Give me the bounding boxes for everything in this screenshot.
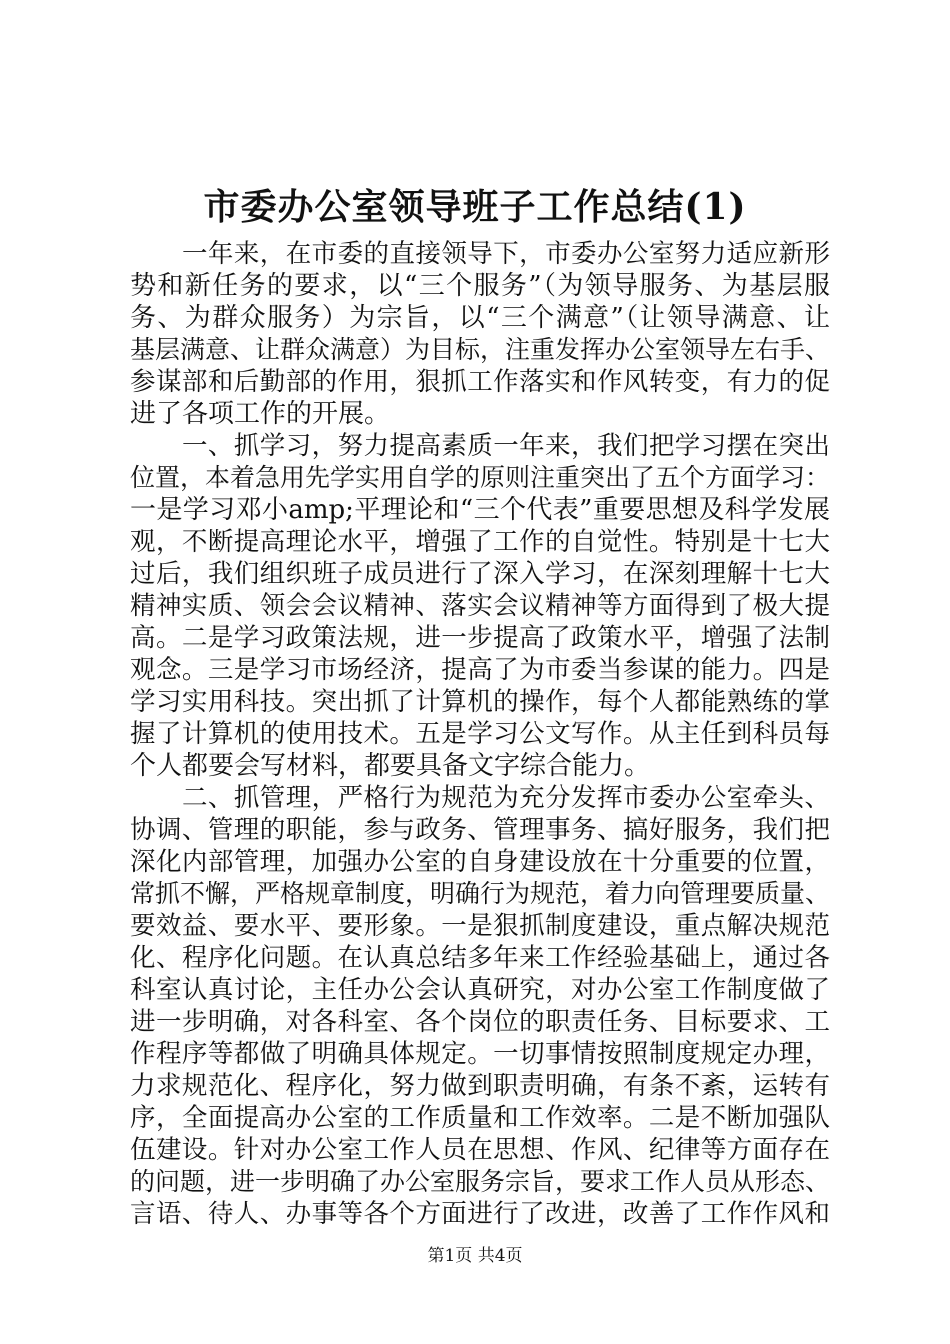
text-line: 进了各项工作的开展。 (130, 399, 391, 429)
page-footer: 第1页 共4页 (427, 1246, 523, 1266)
document-body (130, 238, 830, 1230)
text-line: 个人都要会写材料，都要具备文字综合能力。 (130, 751, 651, 781)
text-line: 序，全面提高办公室的工作质量和工作效率。二是不断加强队 (130, 1103, 830, 1133)
text-line: 科室认真讨论，主任办公会认真研究，对办公室工作制度做了 (130, 975, 830, 1005)
text-line: 过后，我们组织班子成员进行了深入学习，在深刻理解十七大 (130, 559, 830, 589)
text-line: 务、为群众服务）为宗旨，以“三个满意”（让领导满意、让 (130, 303, 830, 333)
text-line: 一年来，在市委的直接领导下，市委办公室努力适应新形 (182, 239, 830, 269)
text-line: 协调、管理的职能，参与政务、管理事务、搞好服务，我们把 (130, 815, 830, 845)
text-line: 言语、待人、办事等各个方面进行了改进，改善了工作作风和 (130, 1199, 830, 1229)
text-line: 参谋部和后勤部的作用，狠抓工作落实和作风转变，有力的促 (130, 367, 830, 397)
text-line: 学习实用科技。突出抓了计算机的操作，每个人都能熟练的掌 (130, 687, 830, 717)
text-line: 观，不断提高理论水平，增强了工作的自觉性。特别是十七大 (130, 527, 830, 557)
text-line: 观念。三是学习市场经济，提高了为市委当参谋的能力。四是 (130, 655, 830, 685)
text-line: 进一步明确，对各科室、各个岗位的职责任务、目标要求、工 (130, 1007, 830, 1037)
text-line: 精神实质、领会会议精神、落实会议精神等方面得到了极大提 (130, 591, 830, 621)
text-line: 一是学习邓小amp;平理论和“三个代表”重要思想及科学发展 (130, 495, 830, 525)
text-line: 的问题，进一步明确了办公室服务宗旨，要求工作人员从形态、 (130, 1167, 830, 1196)
text-line: 高。二是学习政策法规，进一步提高了政策水平，增强了法制 (130, 623, 830, 653)
text-line: 作程序等都做了明确具体规定。一切事情按照制度规定办理， (130, 1039, 830, 1069)
page-title: 市委办公室领导班子工作总结(1) (203, 186, 747, 228)
text-line: 化、程序化问题。在认真总结多年来工作经验基础上，通过各 (130, 943, 830, 973)
text-line: 深化内部管理，加强办公室的自身建设放在十分重要的位置， (130, 847, 830, 877)
text-line: 常抓不懈，严格规章制度，明确行为规范，着力向管理要质量、 (130, 879, 830, 908)
text-line: 伍建设。针对办公室工作人员在思想、作风、纪律等方面存在 (130, 1135, 830, 1165)
text-line: 一、抓学习，努力提高素质一年来，我们把学习摆在突出 (182, 431, 830, 461)
text-line: 位置，本着急用先学实用自学的原则注重突出了五个方面学习： (130, 463, 830, 492)
text-line: 二、抓管理，严格行为规范为充分发挥市委办公室牵头、 (182, 783, 830, 813)
text-line: 力求规范化、程序化，努力做到职责明确，有条不紊，运转有 (130, 1071, 830, 1101)
text-line: 基层满意、让群众满意）为目标，注重发挥办公室领导左右手、 (130, 335, 830, 364)
text-line: 要效益、要水平、要形象。一是狠抓制度建设，重点解决规范 (130, 911, 830, 941)
text-line: 握了计算机的使用技术。五是学习公文写作。从主任到科员每 (130, 719, 830, 749)
text-line: 势和新任务的要求，以“三个服务”（为领导服务、为基层服 (130, 271, 830, 301)
